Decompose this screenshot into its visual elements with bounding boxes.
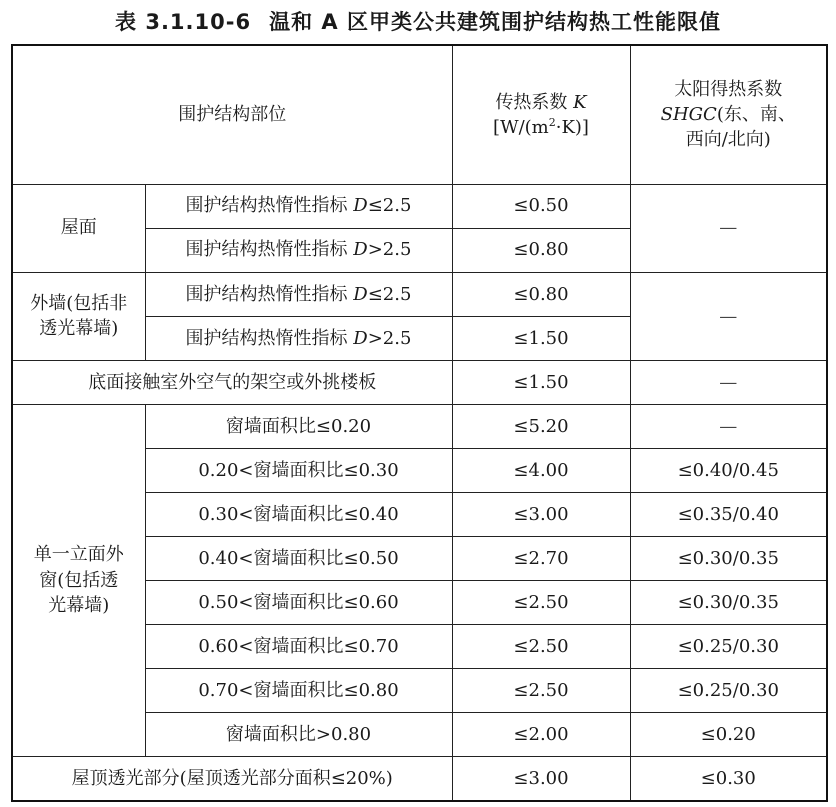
window-k-7: ≤2.50: [452, 668, 630, 712]
table-row: [12, 272, 827, 316]
header-shgc-symbol: SHGC: [660, 104, 717, 126]
header-shgc: [630, 45, 827, 184]
header-k-unit: [W/(m: [493, 116, 549, 138]
window-shgc-3: ≤0.35/0.40: [630, 492, 827, 536]
window-range-1: 窗墙面积比≤0.20: [145, 404, 452, 448]
table-row: [12, 404, 827, 448]
window-k-1: ≤5.20: [452, 404, 630, 448]
table-title: [0, 6, 836, 36]
window-range-8: 窗墙面积比>0.80: [145, 712, 452, 756]
table-title-text: 温和 A 区甲类公共建筑围护结构热工性能限值: [269, 10, 721, 34]
header-row: [12, 45, 827, 184]
window-range-5: 0.50<窗墙面积比≤0.60: [145, 580, 452, 624]
thermal-performance-table: [11, 44, 828, 802]
window-label: 单一立面外 窗(包括透 光幕墙): [12, 404, 145, 756]
window-k-4: ≤2.70: [452, 536, 630, 580]
header-k-symbol: K: [573, 91, 587, 113]
wall-label: 外墙(包括非 透光幕墙): [12, 272, 145, 360]
roof-cond-1: 围护结构热惰性指标 D≤2.5: [145, 184, 452, 228]
window-range-2: 0.20<窗墙面积比≤0.30: [145, 448, 452, 492]
header-k-unit-sup: 2: [548, 115, 556, 129]
floor-shgc: —: [630, 360, 827, 404]
window-k-8: ≤2.00: [452, 712, 630, 756]
table-row: [12, 360, 827, 404]
header-shgc-line2: (东、南、: [716, 104, 796, 126]
header-shgc-line1: 太阳得热系数: [674, 79, 783, 100]
window-k-5: ≤2.50: [452, 580, 630, 624]
wall-shgc: —: [630, 272, 827, 360]
wall-k-2: ≤1.50: [452, 316, 630, 360]
window-shgc-7: ≤0.25/0.30: [630, 668, 827, 712]
header-shgc-line3: 西向/北向): [685, 129, 771, 151]
roof-label: 屋面: [12, 184, 145, 272]
wall-cond-1: 围护结构热惰性指标 D≤2.5: [145, 272, 452, 316]
window-shgc-8: ≤0.20: [630, 712, 827, 756]
window-shgc-2: ≤0.40/0.45: [630, 448, 827, 492]
window-k-6: ≤2.50: [452, 624, 630, 668]
window-k-2: ≤4.00: [452, 448, 630, 492]
roof-cond-2: 围护结构热惰性指标 D>2.5: [145, 228, 452, 272]
header-k-unit-post: ·K)]: [555, 116, 589, 138]
roof-k-2: ≤0.80: [452, 228, 630, 272]
window-range-7: 0.70<窗墙面积比≤0.80: [145, 668, 452, 712]
window-range-3: 0.30<窗墙面积比≤0.40: [145, 492, 452, 536]
header-k-label: 传热系数: [495, 91, 568, 113]
floor-label: 底面接触室外空气的架空或外挑楼板: [12, 360, 452, 404]
table-row: [12, 756, 827, 801]
header-k: [452, 45, 630, 184]
floor-k: ≤1.50: [452, 360, 630, 404]
skylight-shgc: ≤0.30: [630, 756, 827, 801]
table-row: [12, 184, 827, 228]
skylight-label: 屋顶透光部分(屋顶透光部分面积≤20%): [12, 756, 452, 801]
wall-k-1: ≤0.80: [452, 272, 630, 316]
wall-cond-2: 围护结构热惰性指标 D>2.5: [145, 316, 452, 360]
table-number: 表 3.1.10-6: [115, 10, 252, 34]
window-range-4: 0.40<窗墙面积比≤0.50: [145, 536, 452, 580]
window-k-3: ≤3.00: [452, 492, 630, 536]
window-shgc-1: —: [630, 404, 827, 448]
window-shgc-5: ≤0.30/0.35: [630, 580, 827, 624]
roof-k-1: ≤0.50: [452, 184, 630, 228]
roof-shgc: —: [630, 184, 827, 272]
skylight-k: ≤3.00: [452, 756, 630, 801]
window-range-6: 0.60<窗墙面积比≤0.70: [145, 624, 452, 668]
window-shgc-6: ≤0.25/0.30: [630, 624, 827, 668]
header-part: [12, 45, 452, 184]
window-shgc-4: ≤0.30/0.35: [630, 536, 827, 580]
header-part-text: 围护结构部位: [178, 104, 287, 126]
